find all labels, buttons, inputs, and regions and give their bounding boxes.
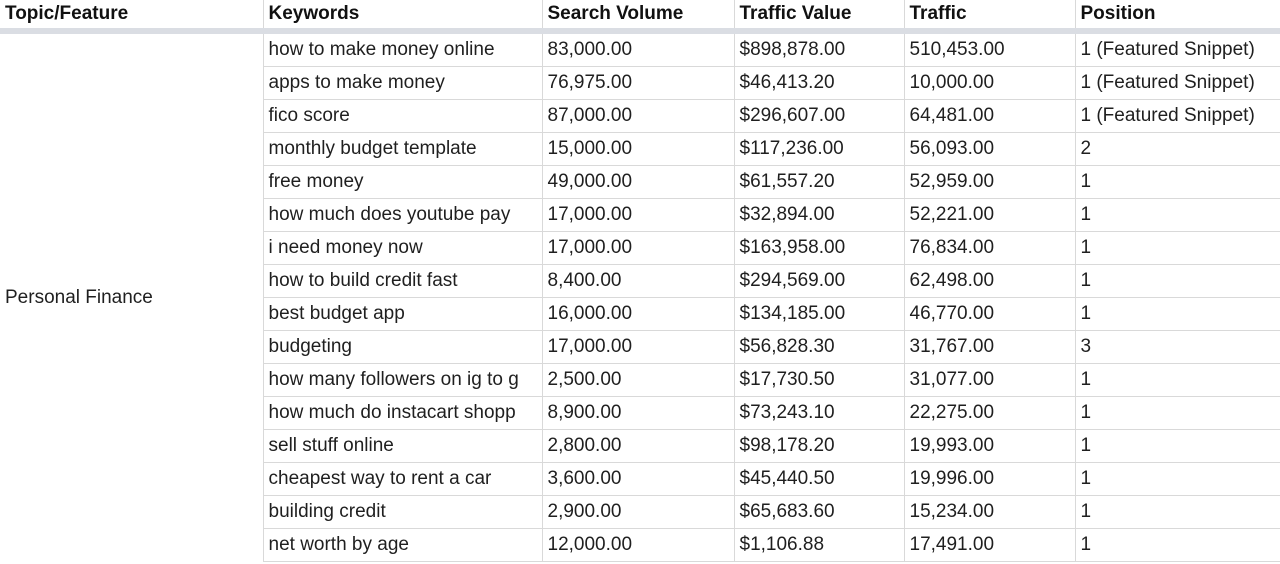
- search-volume-cell[interactable]: 83,000.00: [542, 31, 734, 67]
- position-cell[interactable]: 1: [1075, 430, 1280, 463]
- position-cell[interactable]: 1: [1075, 529, 1280, 562]
- position-cell[interactable]: 1 (Featured Snippet): [1075, 67, 1280, 100]
- header-topic-feature[interactable]: Topic/Feature: [0, 0, 263, 31]
- search-volume-cell[interactable]: 17,000.00: [542, 199, 734, 232]
- header-keywords[interactable]: Keywords: [263, 0, 542, 31]
- keyword-cell[interactable]: i need money now: [263, 232, 542, 265]
- position-cell[interactable]: 1: [1075, 199, 1280, 232]
- traffic-cell[interactable]: 52,959.00: [904, 166, 1075, 199]
- traffic-cell[interactable]: 62,498.00: [904, 265, 1075, 298]
- traffic-cell[interactable]: 15,234.00: [904, 496, 1075, 529]
- position-cell[interactable]: 1: [1075, 397, 1280, 430]
- traffic-cell[interactable]: 19,996.00: [904, 463, 1075, 496]
- search-volume-cell[interactable]: 87,000.00: [542, 100, 734, 133]
- search-volume-cell[interactable]: 76,975.00: [542, 67, 734, 100]
- traffic-value-cell[interactable]: $56,828.30: [734, 331, 904, 364]
- search-volume-cell[interactable]: 8,400.00: [542, 265, 734, 298]
- search-volume-cell[interactable]: 15,000.00: [542, 133, 734, 166]
- position-cell[interactable]: 1 (Featured Snippet): [1075, 31, 1280, 67]
- position-cell[interactable]: 1: [1075, 496, 1280, 529]
- position-cell[interactable]: 2: [1075, 133, 1280, 166]
- search-volume-cell[interactable]: 16,000.00: [542, 298, 734, 331]
- traffic-value-cell[interactable]: $46,413.20: [734, 67, 904, 100]
- keyword-cell[interactable]: net worth by age: [263, 529, 542, 562]
- table-row: [0, 31, 1280, 67]
- traffic-value-cell[interactable]: $117,236.00: [734, 133, 904, 166]
- keyword-cell[interactable]: building credit: [263, 496, 542, 529]
- search-volume-cell[interactable]: 2,900.00: [542, 496, 734, 529]
- position-cell[interactable]: 1 (Featured Snippet): [1075, 100, 1280, 133]
- header-traffic[interactable]: Traffic: [904, 0, 1075, 31]
- traffic-cell[interactable]: 510,453.00: [904, 31, 1075, 67]
- position-cell[interactable]: 3: [1075, 331, 1280, 364]
- traffic-value-cell[interactable]: $61,557.20: [734, 166, 904, 199]
- search-volume-cell[interactable]: 17,000.00: [542, 232, 734, 265]
- traffic-value-cell[interactable]: $17,730.50: [734, 364, 904, 397]
- traffic-cell[interactable]: 31,077.00: [904, 364, 1075, 397]
- search-volume-cell[interactable]: 3,600.00: [542, 463, 734, 496]
- search-volume-cell[interactable]: 49,000.00: [542, 166, 734, 199]
- table-body: [0, 31, 1280, 562]
- search-volume-cell[interactable]: 2,800.00: [542, 430, 734, 463]
- keyword-cell[interactable]: budgeting: [263, 331, 542, 364]
- traffic-cell[interactable]: 31,767.00: [904, 331, 1075, 364]
- traffic-value-cell[interactable]: $898,878.00: [734, 31, 904, 67]
- traffic-value-cell[interactable]: $45,440.50: [734, 463, 904, 496]
- traffic-cell[interactable]: 56,093.00: [904, 133, 1075, 166]
- keyword-cell[interactable]: how to make money online: [263, 31, 542, 67]
- keyword-cell[interactable]: fico score: [263, 100, 542, 133]
- traffic-value-cell[interactable]: $73,243.10: [734, 397, 904, 430]
- traffic-cell[interactable]: 46,770.00: [904, 298, 1075, 331]
- topic-cell[interactable]: Personal Finance: [0, 31, 263, 562]
- keyword-cell[interactable]: how many followers on ig to g: [263, 364, 542, 397]
- keyword-cell[interactable]: how much do instacart shopp: [263, 397, 542, 430]
- search-volume-cell[interactable]: 12,000.00: [542, 529, 734, 562]
- traffic-value-cell[interactable]: $296,607.00: [734, 100, 904, 133]
- header-search-volume[interactable]: Search Volume: [542, 0, 734, 31]
- keyword-cell[interactable]: how to build credit fast: [263, 265, 542, 298]
- keyword-cell[interactable]: free money: [263, 166, 542, 199]
- traffic-cell[interactable]: 22,275.00: [904, 397, 1075, 430]
- keyword-cell[interactable]: sell stuff online: [263, 430, 542, 463]
- traffic-cell[interactable]: 17,491.00: [904, 529, 1075, 562]
- traffic-cell[interactable]: 64,481.00: [904, 100, 1075, 133]
- position-cell[interactable]: 1: [1075, 298, 1280, 331]
- position-cell[interactable]: 1: [1075, 232, 1280, 265]
- keyword-cell[interactable]: cheapest way to rent a car: [263, 463, 542, 496]
- keyword-cell[interactable]: apps to make money: [263, 67, 542, 100]
- keyword-cell[interactable]: monthly budget template: [263, 133, 542, 166]
- traffic-value-cell[interactable]: $98,178.20: [734, 430, 904, 463]
- traffic-value-cell[interactable]: $32,894.00: [734, 199, 904, 232]
- keyword-cell[interactable]: best budget app: [263, 298, 542, 331]
- search-volume-cell[interactable]: 8,900.00: [542, 397, 734, 430]
- header-position[interactable]: Position: [1075, 0, 1280, 31]
- search-volume-cell[interactable]: 2,500.00: [542, 364, 734, 397]
- position-cell[interactable]: 1: [1075, 166, 1280, 199]
- position-cell[interactable]: 1: [1075, 463, 1280, 496]
- position-cell[interactable]: 1: [1075, 364, 1280, 397]
- header-traffic-value[interactable]: Traffic Value: [734, 0, 904, 31]
- position-cell[interactable]: 1: [1075, 265, 1280, 298]
- traffic-value-cell[interactable]: $65,683.60: [734, 496, 904, 529]
- traffic-cell[interactable]: 10,000.00: [904, 67, 1075, 100]
- traffic-value-cell[interactable]: $294,569.00: [734, 265, 904, 298]
- traffic-cell[interactable]: 52,221.00: [904, 199, 1075, 232]
- keyword-cell[interactable]: how much does youtube pay: [263, 199, 542, 232]
- traffic-cell[interactable]: 19,993.00: [904, 430, 1075, 463]
- traffic-value-cell[interactable]: $134,185.00: [734, 298, 904, 331]
- search-volume-cell[interactable]: 17,000.00: [542, 331, 734, 364]
- traffic-value-cell[interactable]: $163,958.00: [734, 232, 904, 265]
- header-row: [0, 0, 1280, 31]
- traffic-cell[interactable]: 76,834.00: [904, 232, 1075, 265]
- traffic-value-cell[interactable]: $1,106.88: [734, 529, 904, 562]
